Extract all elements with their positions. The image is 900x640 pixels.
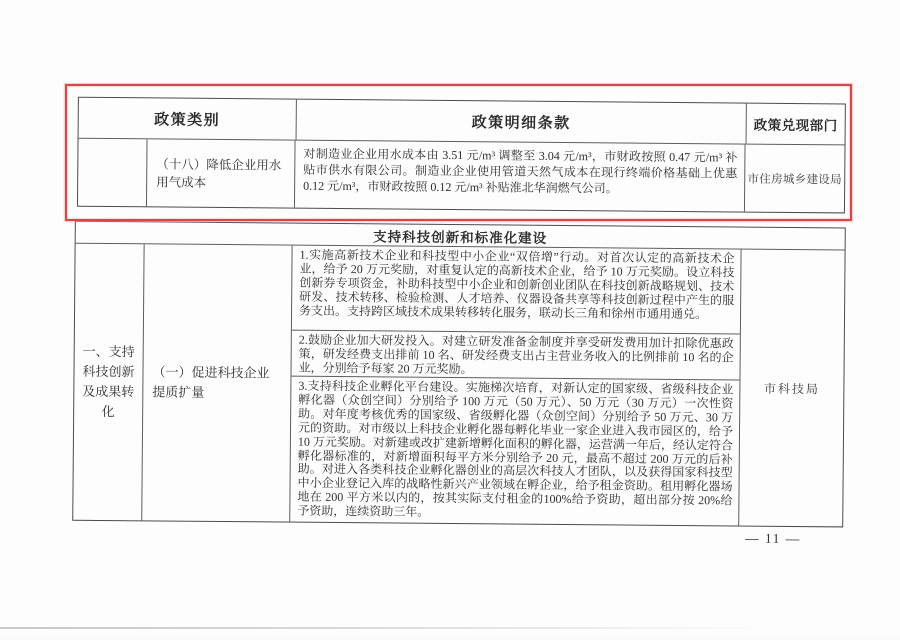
table1-cell-department: 市住房城乡建设局 [744,145,845,213]
table2-item-2: 2.鼓励企业加大研发投入。对建立研发准备金制度并享受研发费用加计扣除优惠政策，研发经费支出排前 10 名、研发经费支出占主营业务收入的比例排前 10 名的企业，分别给予每家 20 万元奖励。 [291,330,739,380]
table1-header-row [79,98,845,145]
table1-cell-category-empty [78,139,147,207]
table2-cell-department: 市科技局 [738,250,844,527]
table2-item-3: 3.支持科技企业孵化平台建设。实施梯次培育，对新认定的国家级、省级科技企业孵化器（众创空间）分别给予 100 万元（50 万元）、50 万元（30 万元）一次性资助。对年度考核优秀的国家级、省级孵化器（众创空间）分别给予 50 万元、30 万元的资助。对市级以上科技企业孵化器每孵化毕业一家企业进入我市园区的，给予 10 万元奖励。对新建或改扩建新增孵化面积的孵化器，运营满一年后，经认定符合孵化器标准的，对新增面积每平方米分别给予 20 元，最高不超过 200 万元的后补助。对进入各类科技企业孵化器创业的高层次科技人才团队，以及获得国家科技型中小企业登记入库的战略性新兴产业领域在孵企业，给予租金资助。租用孵化器场地在 200 平方米以内的，按其实际支付租金的100%给予资助，超出部分按 20%给予资助，连续资助三年。 [290,376,739,526]
policy-table-sci-tech [72,221,846,528]
scan-bottom-edge [0,627,900,629]
table2-section-title: 支持科技创新和标准化建设 [76,222,845,251]
table1-cell-item-label: （十八）降低企业用水用气成本 [146,139,295,207]
page-number: — 11 — [745,530,801,547]
table2-cell-subcategory: （一）促进科技企业提质扩量 [141,244,291,521]
table1-header-category: 政策类别 [154,111,221,129]
table1-data-row [78,138,845,213]
policy-table-water-gas [77,97,846,214]
table2-item-1: 1.实施高新技术企业和科技型中小企业“双倍增”行动。对首次认定的高新技术企业，给予 20 万元奖励，对重复认定的高新技术企业，给予 10 万元奖励。设立科技创新券专项资金，补助科技型中小企业和创新创业团队在科技创新战略规划、技术研发、技术转移、检验检测、人才培养、仪器设备共享等科技创新过程中产生的服务支出。支持跨区域技术成果转移转化服务，联动长三角和徐州市通用通兑。 [299,247,735,321]
table1-header-department: 政策兑现部门 [746,104,845,145]
table1-header-details: 政策明细条款 [296,100,746,144]
table2-items-column [289,246,740,526]
table2-cell-category: 一、支持科技创新及成果转化 [82,343,135,420]
table1-cell-detail: 对制造业企业用水成本由 3.51 元/m³ 调整至 3.04 元/m³，市财政按照 0.47 元/m³ 补贴市供水有限公司。制造业企业使用管道天然气成本在现行终端价格基础上优惠 0.12 元/m³，市财政按照 0.12 元/m³ 补贴淮北华润燃气公司。 [294,141,745,212]
table2-main-row [73,244,844,527]
